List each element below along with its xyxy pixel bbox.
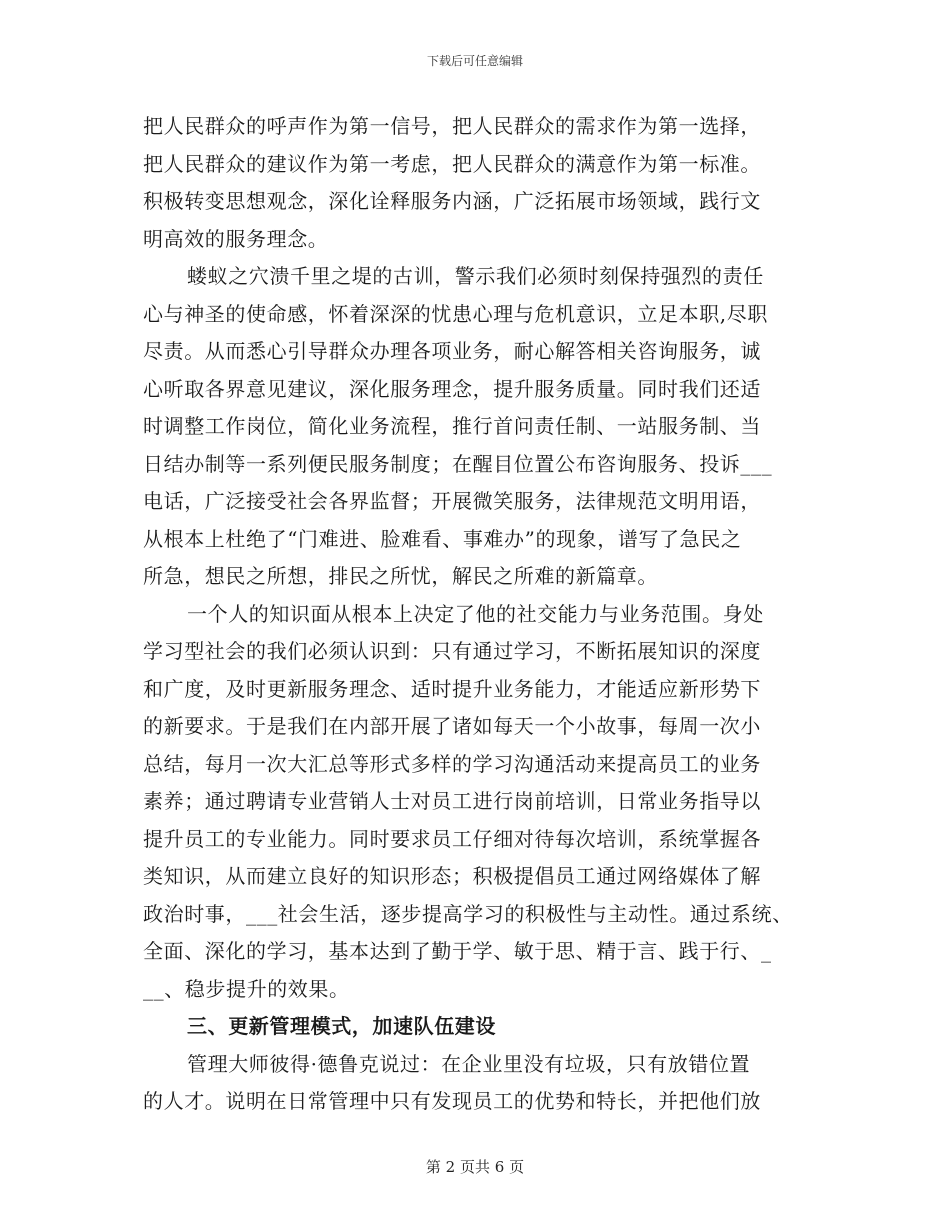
paragraph-line: 和广度，及时更新服务理念、适时提升业务能力，才能适应新形势下: [143, 676, 761, 701]
paragraph-line: 心与神圣的使命感，怀着深深的忧患心理与危机意识，立足本职,尽职: [143, 301, 768, 326]
page-footer: 第 2 页共 6 页: [425, 1158, 525, 1176]
paragraph-line: 积极转变思想观念，深化诠释服务内涵，广泛拓展市场领域，践行文: [143, 189, 761, 213]
page-header: 下载后可任意编辑: [426, 54, 523, 68]
paragraph-line: 素养；通过聘请专业营销人士对员工进行岗前培训，日常业务指导以: [143, 789, 761, 813]
paragraph-line: 政治时事，___社会生活，逐步提高学习的积极性与主动性。通过系统、: [143, 901, 793, 926]
paragraph-line: __、稳步提升的效果。: [143, 976, 350, 1001]
paragraph-line: 所急，想民之所想，排民之所忧，解民之所难的新篇章。: [143, 564, 658, 588]
paragraph-line: 提升员工的专业能力。同时要求员工仔细对待每次培训，系统掌握各: [143, 826, 761, 851]
paragraph-line: 蝼蚁之穴溃千里之堤的古训，警示我们必须时刻保持强烈的责任: [187, 264, 764, 288]
paragraph-line: 学习型社会的我们必须认识到：只有通过学习，不断拓展知识的深度: [143, 639, 761, 663]
paragraph-line: 电话，广泛接受社会各界监督；开展微笑服务，法律规范文明用语，: [143, 489, 761, 513]
paragraph-line: 心听取各界意见建议，深化服务理念，提升服务质量。同时我们还适: [143, 376, 761, 401]
paragraph-line: 的人才。说明在日常管理中只有发现员工的优势和特长，并把他们放: [143, 1089, 761, 1113]
paragraph-line: 从根本上杜绝了“门难进、脸难看、事难办”的现象，谱写了急民之: [143, 526, 742, 551]
paragraph-line: 把人民群众的建议作为第一考虑，把人民群众的满意作为第一标准。: [143, 151, 761, 176]
paragraph-line: 把人民群众的呼声作为第一信号，把人民群众的需求作为第一选择，: [143, 114, 761, 138]
paragraph-line: 类知识，从而建立良好的知识形态；积极提倡员工通过网络媒体了解: [143, 864, 761, 888]
paragraph-line: 一个人的知识面从根本上决定了他的社交能力与业务范围。身处: [187, 601, 764, 626]
paragraph-line: 的新要求。于是我们在内部开展了诸如每天一个小故事，每周一次小: [143, 714, 761, 738]
document-body: [143, 108, 823, 1121]
paragraph-line: 总结，每月一次大汇总等形式多样的学习沟通活动来提高员工的业务: [143, 751, 761, 776]
paragraph-line: 尽责。从而悉心引导群众办理各项业务，耐心解答相关咨询服务，诚: [143, 339, 761, 363]
paragraph-line: 全面、深化的学习，基本达到了勤于学、敏于思、精于言、践于行、_: [143, 939, 772, 963]
paragraph-line: 日结办制等一系列便民服务制度；在醒目位置公布咨询服务、投诉___: [143, 451, 773, 476]
paragraph-line: 明高效的服务理念。: [143, 226, 329, 251]
paragraph-line: 管理大师彼得·德鲁克说过：在企业里没有垃圾，只有放错位置: [187, 1051, 751, 1076]
section-heading: 三、更新管理模式，加速队伍建设: [187, 1014, 496, 1038]
paragraph-line: 时调整工作岗位，简化业务流程，推行首问责任制、一站服务制、当: [143, 414, 761, 438]
